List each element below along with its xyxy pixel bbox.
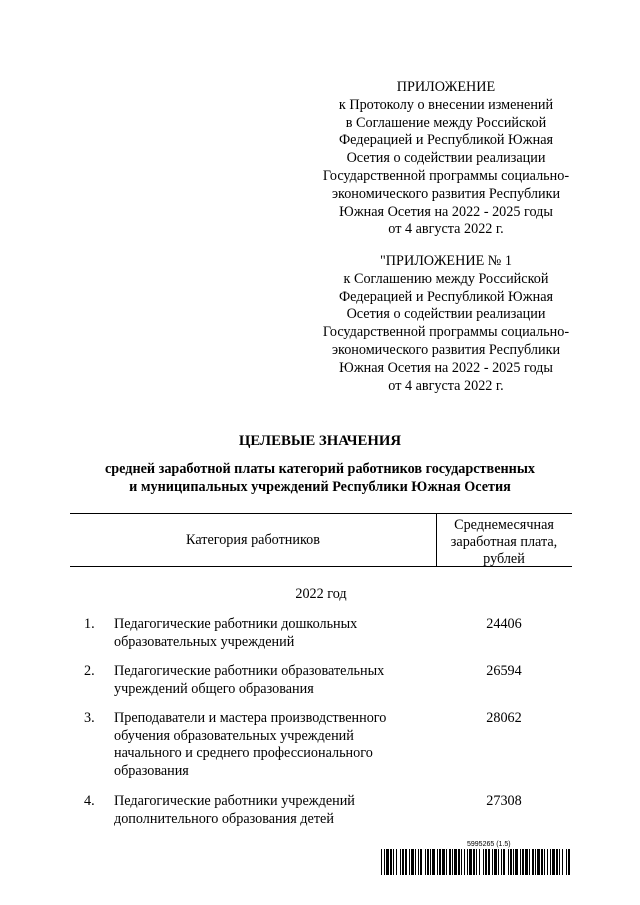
barcode-bar (537, 849, 540, 875)
barcode-bar (396, 849, 397, 875)
row-category-line: образовательных учреждений (114, 633, 295, 650)
barcode-bar (556, 849, 558, 875)
annex-line: к Протоколу о внесении изменений (338, 96, 554, 113)
row-category (114, 663, 474, 698)
barcode-bar (418, 849, 419, 875)
barcode-bar (562, 849, 563, 875)
row-category-line: дополнительного образования детей (114, 810, 334, 827)
annex-line: к Соглашению между Российской (343, 270, 549, 287)
barcode-bar (400, 849, 401, 875)
annex-agreement-block (282, 253, 610, 395)
row-number: 1. (84, 616, 95, 632)
barcode-bar (425, 849, 426, 875)
barcode-bar (432, 849, 435, 875)
barcode-bar (442, 849, 445, 875)
barcode-bar (559, 849, 560, 875)
row-category-line: начального и среднего профессионального (114, 745, 373, 762)
year-heading: 2022 год (295, 586, 347, 602)
row-salary-value: 28062 (486, 710, 522, 726)
annex-line: Государственной программы социально- (322, 324, 570, 341)
document-subtitle (0, 461, 640, 496)
barcode-bar (461, 849, 462, 875)
barcode-bar (541, 849, 543, 875)
barcode-bar (467, 849, 468, 875)
barcode-bar (520, 849, 521, 875)
barcode-bar (501, 849, 502, 875)
barcode-bar (454, 849, 457, 875)
column-header-line: рублей (483, 551, 525, 567)
row-number: 3. (84, 710, 95, 726)
barcode-bar (535, 849, 536, 875)
barcode-bar (494, 849, 497, 875)
annex-line: "ПРИЛОЖЕНИЕ № 1 (380, 253, 512, 269)
annex-line: Южная Осетия на 2022 - 2025 годы (339, 203, 553, 220)
barcode-bar (492, 849, 493, 875)
column-header-category: Категория работников (186, 532, 320, 548)
barcode-bar (446, 849, 447, 875)
subtitle-line: средней заработной платы категорий работников государственных (104, 461, 536, 477)
barcode-number: 5995265 (1.5) (467, 841, 511, 848)
row-category-line: Педагогические работники дошкольных (114, 616, 358, 632)
annex-line: экономического развития Республики (331, 185, 561, 202)
annex-protocol-block (282, 79, 610, 239)
row-category-line: Педагогические работники образовательных (114, 663, 385, 679)
barcode-bar (483, 849, 484, 875)
barcode-icon (381, 849, 571, 875)
annex-line: ПРИЛОЖЕНИЕ (396, 79, 496, 95)
annex-line: экономического развития Республики (331, 341, 561, 358)
row-category-line: обучения образовательных учреждений (114, 727, 354, 744)
barcode-bar (550, 849, 551, 875)
column-header-line: Среднемесячная (454, 517, 554, 533)
barcode-bar (513, 849, 514, 875)
barcode-bar (409, 849, 410, 875)
column-header-line: заработная плата, (450, 534, 558, 550)
row-category-line: образования (114, 762, 189, 779)
row-category (114, 616, 474, 651)
barcode-bar (415, 849, 416, 875)
row-number: 4. (84, 793, 95, 809)
annex-line: Государственной программы социально- (322, 167, 570, 184)
barcode-bar (515, 849, 518, 875)
barcode-bar (402, 849, 404, 875)
row-category-line: Педагогические работники учреждений (114, 793, 355, 809)
barcode-bar (566, 849, 567, 875)
barcode-bar (381, 849, 382, 875)
row-salary-value: 27308 (486, 793, 522, 809)
barcode-bar (485, 849, 487, 875)
barcode-bar (430, 849, 431, 875)
barcode-bar (529, 849, 530, 875)
barcode-bar (498, 849, 499, 875)
annex-line: Осетия о содействии реализации (346, 150, 546, 167)
barcode-bar (547, 849, 548, 875)
row-salary-value: 24406 (486, 616, 522, 632)
barcode-bar (393, 849, 394, 875)
barcode-bar (386, 849, 389, 875)
barcode-bar (510, 849, 512, 875)
barcode-bar (420, 849, 422, 875)
barcode-bar (473, 849, 475, 875)
barcode-bar (479, 849, 480, 875)
table-top-rule (70, 513, 572, 514)
barcode-bar (522, 849, 524, 875)
row-category (114, 710, 474, 780)
barcode-bar (437, 849, 438, 875)
barcode-bar (503, 849, 505, 875)
subtitle-line: и муниципальных учреждений Республики Южная Осетия (129, 478, 511, 495)
barcode-bar (525, 849, 528, 875)
barcode-bar (458, 849, 460, 875)
annex-line: Федерацией и Республикой Южная (338, 288, 554, 305)
barcode-bar (488, 849, 490, 875)
barcode-bar (476, 849, 477, 875)
barcode-bar (427, 849, 429, 875)
barcode-bar (384, 849, 385, 875)
barcode-bar (464, 849, 465, 875)
barcode-bar (469, 849, 472, 875)
barcode-bar (449, 849, 451, 875)
row-category-line: Преподаватели и мастера производственного (114, 710, 387, 726)
barcode-bar (405, 849, 407, 875)
barcode-bar (390, 849, 392, 875)
annex-line: Федерацией и Республикой Южная (338, 132, 554, 149)
barcode-bar (452, 849, 453, 875)
column-header-salary (436, 517, 572, 568)
row-salary-value: 26594 (486, 663, 522, 679)
annex-line: от 4 августа 2022 г. (388, 221, 504, 238)
row-category-line: учреждений общего образования (114, 680, 314, 697)
barcode-bar (532, 849, 534, 875)
barcode-bar (411, 849, 414, 875)
barcode-bar (508, 849, 509, 875)
annex-line: от 4 августа 2022 г. (388, 377, 504, 394)
barcode-bar (568, 849, 570, 875)
row-category (114, 793, 474, 828)
row-number: 2. (84, 663, 95, 679)
annex-line: Южная Осетия на 2022 - 2025 годы (339, 359, 553, 376)
barcode-bar (439, 849, 441, 875)
document-title: ЦЕЛЕВЫЕ ЗНАЧЕНИЯ (238, 433, 402, 449)
annex-line: в Соглашение между Российской (345, 114, 547, 131)
barcode-bar (552, 849, 555, 875)
annex-line: Осетия о содействии реализации (346, 306, 546, 323)
barcode-bar (544, 849, 545, 875)
